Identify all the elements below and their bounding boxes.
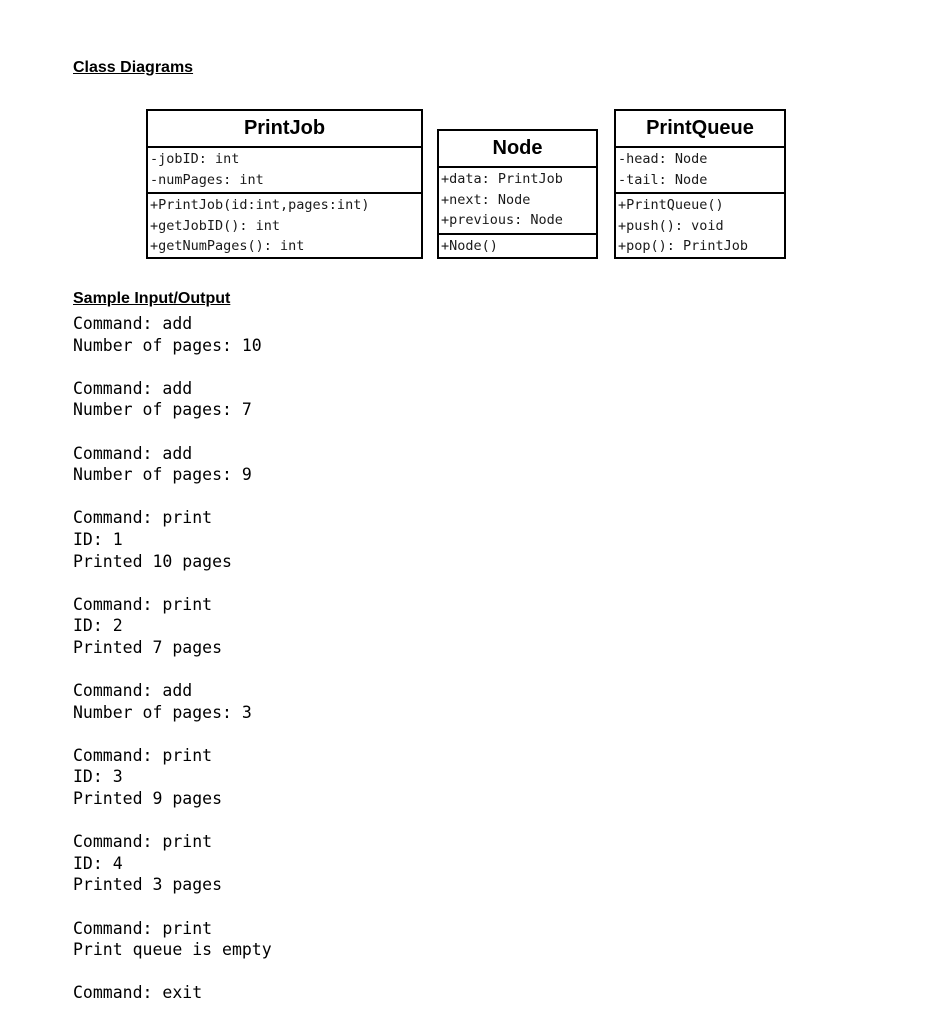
- transcript-line: Number of pages: 3: [73, 702, 252, 722]
- transcript-line: Command: print: [73, 508, 213, 528]
- transcript-blank-line: [73, 356, 272, 378]
- transcript-line: Printed 9 pages: [73, 789, 223, 809]
- transcript-line: Command: print: [73, 745, 213, 765]
- class-method: +PrintQueue(): [618, 197, 724, 213]
- transcript-blank-line: [73, 961, 272, 983]
- node-class-name: Node: [439, 131, 596, 168]
- class-method: +push(): void: [618, 217, 724, 234]
- node-class-box: [437, 129, 598, 259]
- node-methods: [439, 235, 596, 259]
- transcript-line: Command: print: [73, 918, 213, 938]
- printjob-methods: [148, 194, 421, 259]
- transcript-line: ID: 3: [73, 767, 123, 787]
- transcript-line: Command: exit: [73, 983, 203, 1003]
- transcript-line: Printed 10 pages: [73, 551, 232, 571]
- class-attribute: +previous: Node: [441, 212, 563, 228]
- transcript-line: Command: add: [73, 378, 193, 398]
- class-method: +PrintJob(id:int,pages:int): [150, 197, 370, 213]
- class-attribute: -head: Node: [618, 151, 708, 167]
- transcript-line: Printed 7 pages: [73, 637, 223, 657]
- printqueue-attributes: [616, 148, 784, 194]
- class-method: +getNumPages(): int: [150, 238, 305, 254]
- printqueue-methods: [616, 194, 784, 259]
- transcript-line: ID: 1: [73, 529, 123, 549]
- printjob-class-box: [146, 109, 423, 259]
- class-attribute: -tail: Node: [618, 171, 708, 188]
- transcript-blank-line: [73, 810, 272, 832]
- class-attribute: +next: Node: [441, 191, 531, 208]
- transcript-line: Command: add: [73, 443, 193, 463]
- sample-io-heading: Sample Input/Output: [73, 290, 231, 307]
- transcript-line: Command: add: [73, 681, 193, 701]
- transcript-blank-line: [73, 486, 272, 508]
- class-attribute: -jobID: int: [150, 151, 240, 167]
- sample-io-transcript: [73, 313, 272, 1004]
- class-method: +getJobID(): int: [150, 217, 281, 234]
- transcript-blank-line: [73, 659, 272, 681]
- transcript-blank-line: [73, 896, 272, 918]
- class-diagrams-heading: Class Diagrams: [73, 59, 194, 76]
- node-attributes: [439, 168, 596, 235]
- transcript-blank-line: [73, 572, 272, 594]
- transcript-line: Command: print: [73, 594, 213, 614]
- transcript-line: ID: 4: [73, 853, 123, 873]
- transcript-line: Number of pages: 7: [73, 400, 252, 420]
- printqueue-class-box: [614, 109, 786, 259]
- transcript-blank-line: [73, 723, 272, 745]
- transcript-line: Printed 3 pages: [73, 875, 223, 895]
- transcript-line: Command: print: [73, 832, 213, 852]
- transcript-line: Number of pages: 9: [73, 465, 252, 485]
- transcript-line: Number of pages: 10: [73, 335, 262, 355]
- printjob-class-name: PrintJob: [148, 111, 421, 148]
- class-attribute: -numPages: int: [150, 171, 264, 188]
- class-method: +pop(): PrintJob: [618, 238, 749, 254]
- class-method: +Node(): [441, 237, 498, 254]
- printqueue-class-name: PrintQueue: [616, 111, 784, 148]
- class-attribute: +data: PrintJob: [441, 171, 563, 187]
- printjob-attributes: [148, 148, 421, 194]
- transcript-line: Command: add: [73, 314, 193, 333]
- transcript-line: Print queue is empty: [73, 940, 272, 960]
- transcript-line: ID: 2: [73, 616, 123, 636]
- transcript-blank-line: [73, 421, 272, 443]
